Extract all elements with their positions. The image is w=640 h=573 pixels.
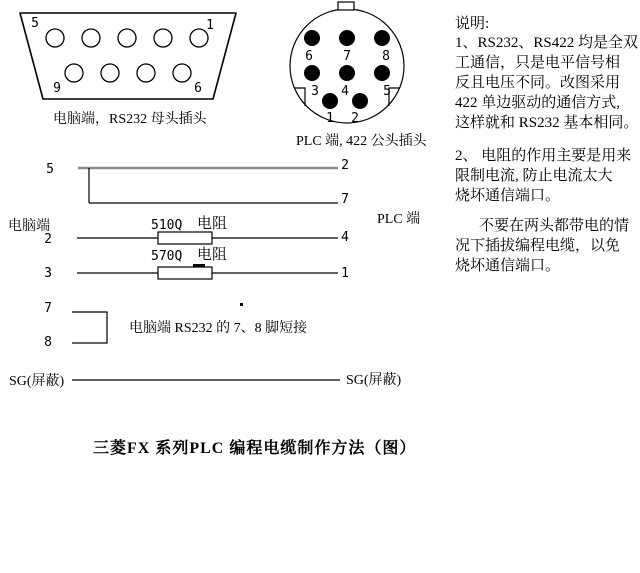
wiring-left-header: 电脑端 <box>8 219 50 234</box>
note-line: 反且电压不同。改图采用 <box>455 75 621 91</box>
notes-heading: 说明: <box>455 16 490 32</box>
wiring-right-header: PLC 端 <box>377 212 421 227</box>
din-pin-7-dot <box>339 30 355 46</box>
left-pin-5: 5 <box>46 162 54 177</box>
din-key-notch <box>338 2 354 10</box>
din-pin-label-6: 6 <box>305 49 313 64</box>
wires <box>72 168 340 380</box>
notes-paragraph-3 <box>455 216 629 276</box>
resistor-570-box <box>158 267 212 279</box>
note-line: 2、 电阻的作用主要是用来 <box>455 148 632 164</box>
db9-pin-label-1: 1 <box>206 18 214 33</box>
right-pin-4: 4 <box>341 230 349 245</box>
page-title: 三菱FX 系列PLC 编程电缆制作方法（图） <box>93 440 417 457</box>
left-pin-8: 8 <box>44 335 52 350</box>
note-line: 限制电流, 防止电流太大 <box>455 168 613 184</box>
note-line: 工通信，只是电平信号相 <box>455 55 621 71</box>
resistor-510-value: 510Q <box>151 218 183 233</box>
din-pin-8-dot <box>374 30 390 46</box>
resistor-570-value: 570Q <box>151 249 183 264</box>
din-pin-5-dot <box>374 65 390 81</box>
db9-hole-6 <box>173 64 191 82</box>
right-pin-1: 1 <box>341 266 349 281</box>
notes-paragraph-1 <box>455 33 638 133</box>
din-pin-label-7: 7 <box>343 49 351 64</box>
din-pin-label-5: 5 <box>383 84 391 99</box>
din-pin-4-dot <box>339 65 355 81</box>
stray-dot <box>240 303 243 306</box>
note-line: 这样就和 RS232 基本相同。 <box>455 115 639 131</box>
resistor-510-box <box>158 232 212 244</box>
right-pin-7: 7 <box>341 192 349 207</box>
din-caption: PLC 端, 422 公头插头 <box>296 134 427 149</box>
note-line: 不要在两头都带电的情 <box>479 218 630 234</box>
db9-caption: 电脑端，RS232 母头插头 <box>53 112 207 127</box>
note-line: 422 单边驱动的通信方式, <box>455 95 621 111</box>
db9-hole-9 <box>65 64 83 82</box>
left-pin-3: 3 <box>44 266 52 281</box>
din-pin-label-2: 2 <box>351 111 359 126</box>
din-pin-label-4: 4 <box>341 84 349 99</box>
sg-label-left: SG(屏蔽) <box>9 374 65 389</box>
right-pin-2: 2 <box>341 158 349 173</box>
din-pin-3-dot <box>304 65 320 81</box>
din-pin-2-dot <box>352 93 368 109</box>
db9-hole-3 <box>118 29 136 47</box>
note-line: 烧坏通信端口。 <box>455 258 561 274</box>
notes-paragraph-2 <box>455 146 631 206</box>
resistor-510-name: 电阻 <box>197 216 228 232</box>
db9-hole-4 <box>82 29 100 47</box>
sg-label-right: SG(屏蔽) <box>346 373 402 388</box>
db9-hole-7 <box>137 64 155 82</box>
din-pin-1-dot <box>322 93 338 109</box>
din-pin-label-8: 8 <box>382 49 390 64</box>
din-pin-label-3: 3 <box>311 84 319 99</box>
din-pin-label-1: 1 <box>326 111 334 126</box>
db9-pin-label-9: 9 <box>53 81 61 96</box>
db9-pin-label-5: 5 <box>31 16 39 31</box>
left-pin-7: 7 <box>44 301 52 316</box>
db9-hole-2 <box>154 29 172 47</box>
note-line: 况下插拔编程电缆，以免 <box>455 238 621 254</box>
jumper-7-8-bracket <box>72 312 107 343</box>
jumper-note: 电脑端 RS232 的 7、8 脚短接 <box>129 321 308 336</box>
db9-hole-8 <box>101 64 119 82</box>
left-pin-2: 2 <box>44 232 52 247</box>
db9-pin-label-6: 6 <box>194 81 202 96</box>
db9-hole-5 <box>46 29 64 47</box>
resistor-570-name: 电阻 <box>197 247 228 263</box>
note-line: 1、RS232、RS422 均是全双 <box>455 35 638 51</box>
underscore-mark <box>193 264 205 267</box>
note-line: 烧坏通信端口。 <box>455 188 561 204</box>
din-pin-6-dot <box>304 30 320 46</box>
